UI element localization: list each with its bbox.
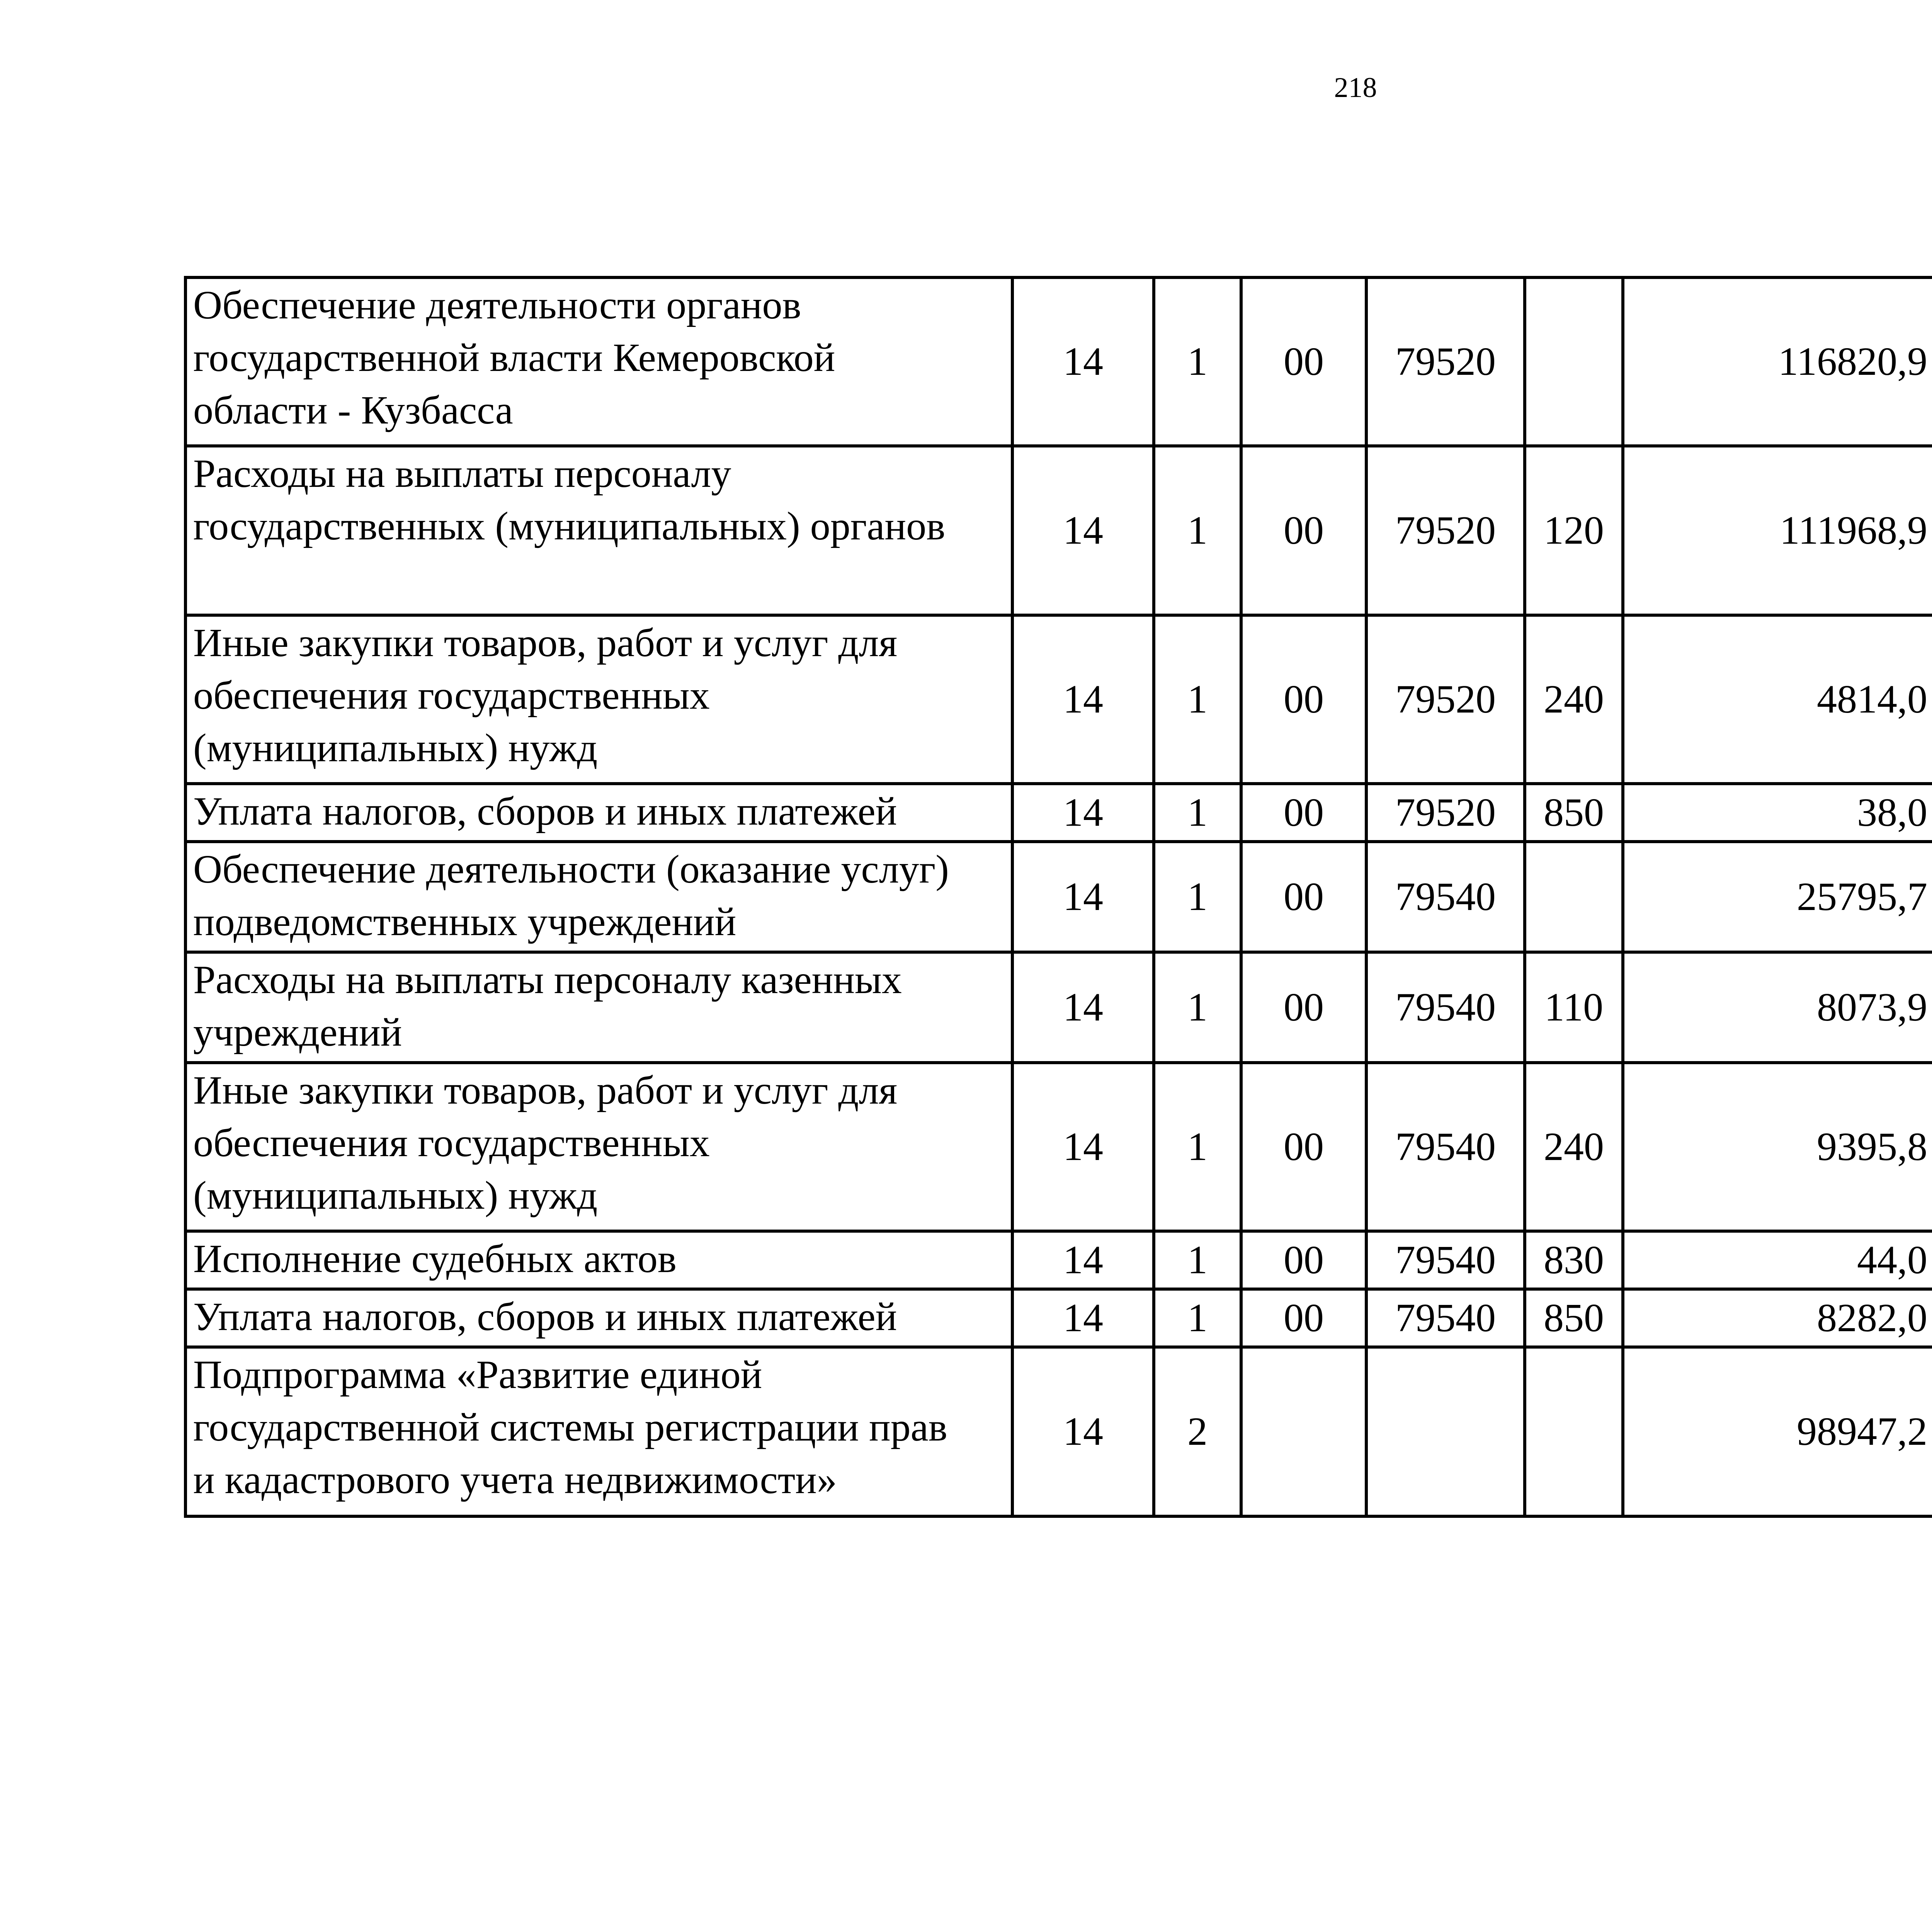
target-code-cell: 79540 xyxy=(1366,842,1525,952)
expense-name-line: подведомственных учреждений xyxy=(193,900,736,944)
expense-name-line: (муниципальных) нужд xyxy=(193,1173,598,1218)
expense-name-line: Уплата налогов, сборов и иных платежей xyxy=(193,789,897,833)
expense-name-cell xyxy=(185,615,1012,784)
subsection-code-cell: 1 xyxy=(1154,784,1241,842)
expense-name-line: Подпрограмма «Развитие единой xyxy=(193,1352,762,1397)
amount-year1-cell: 116820,9 xyxy=(1623,277,1932,446)
target-code-cell: 79520 xyxy=(1366,277,1525,446)
expense-name-cell xyxy=(185,1347,1012,1516)
section-code-cell: 14 xyxy=(1012,1063,1154,1231)
subsection-code-cell: 2 xyxy=(1154,1347,1241,1516)
page-number: 218 xyxy=(1334,72,1377,104)
table-row xyxy=(185,446,1932,615)
expense-type-cell: 850 xyxy=(1525,784,1623,842)
target-code-cell: 79520 xyxy=(1366,446,1525,615)
expense-type-cell: 240 xyxy=(1525,615,1623,784)
table-row xyxy=(185,1289,1932,1347)
subsection-code-cell: 1 xyxy=(1154,277,1241,446)
table-row xyxy=(185,784,1932,842)
amount-year1-cell: 98947,2 xyxy=(1623,1347,1932,1516)
expense-name-cell xyxy=(185,446,1012,615)
expense-type-cell xyxy=(1525,842,1623,952)
expense-type-cell: 240 xyxy=(1525,1063,1623,1231)
program-code-cell: 00 xyxy=(1241,1289,1366,1347)
expense-name-line: обеспечения государственных xyxy=(193,1121,710,1165)
target-code-cell: 79520 xyxy=(1366,784,1525,842)
table-row xyxy=(185,842,1932,952)
expense-name-cell xyxy=(185,277,1012,446)
subsection-code-cell: 1 xyxy=(1154,952,1241,1063)
amount-year1-cell: 8282,0 xyxy=(1623,1289,1932,1347)
expense-name-line: Уплата налогов, сборов и иных платежей xyxy=(193,1294,897,1339)
table-row xyxy=(185,1347,1932,1516)
expense-name-cell xyxy=(185,784,1012,842)
program-code-cell xyxy=(1241,1347,1366,1516)
expense-name-line: (муниципальных) нужд xyxy=(193,726,598,770)
section-code-cell: 14 xyxy=(1012,842,1154,952)
program-code-cell: 00 xyxy=(1241,842,1366,952)
amount-year1-cell: 9395,8 xyxy=(1623,1063,1932,1231)
expense-type-cell: 850 xyxy=(1525,1289,1623,1347)
expense-name-line: Исполнение судебных актов xyxy=(193,1237,677,1281)
program-code-cell: 00 xyxy=(1241,446,1366,615)
subsection-code-cell: 1 xyxy=(1154,1231,1241,1289)
subsection-code-cell: 1 xyxy=(1154,842,1241,952)
section-code-cell: 14 xyxy=(1012,1289,1154,1347)
expense-name-line: государственной власти Кемеровской xyxy=(193,335,835,380)
section-code-cell: 14 xyxy=(1012,784,1154,842)
expense-name-line: государственных (муниципальных) органов xyxy=(193,504,946,548)
expense-type-cell: 830 xyxy=(1525,1231,1623,1289)
expense-name-line: Иные закупки товаров, работ и услуг для xyxy=(193,1068,898,1112)
table-row xyxy=(185,615,1932,784)
subsection-code-cell: 1 xyxy=(1154,446,1241,615)
expense-name-line: Расходы на выплаты персоналу казенных xyxy=(193,958,902,1002)
section-code-cell: 14 xyxy=(1012,446,1154,615)
target-code-cell: 79540 xyxy=(1366,1063,1525,1231)
expense-name-line: Иные закупки товаров, работ и услуг для xyxy=(193,621,898,665)
program-code-cell: 00 xyxy=(1241,1063,1366,1231)
program-code-cell: 00 xyxy=(1241,952,1366,1063)
expense-type-cell: 110 xyxy=(1525,952,1623,1063)
program-code-cell: 00 xyxy=(1241,1231,1366,1289)
expense-name-cell xyxy=(185,1063,1012,1231)
section-code-cell: 14 xyxy=(1012,952,1154,1063)
amount-year1-cell: 4814,0 xyxy=(1623,615,1932,784)
expense-name-line: и кадастрового учета недвижимости» xyxy=(193,1458,837,1502)
program-code-cell: 00 xyxy=(1241,277,1366,446)
expense-type-cell xyxy=(1525,1347,1623,1516)
expense-name-line: области - Кузбасса xyxy=(193,388,513,432)
section-code-cell: 14 xyxy=(1012,615,1154,784)
amount-year1-cell: 44,0 xyxy=(1623,1231,1932,1289)
amount-year1-cell: 25795,7 xyxy=(1623,842,1932,952)
subsection-code-cell: 1 xyxy=(1154,1289,1241,1347)
expense-name-line: Расходы на выплаты персоналу xyxy=(193,451,731,496)
expense-name-line: Обеспечение деятельности (оказание услуг) xyxy=(193,847,949,891)
table-row xyxy=(185,952,1932,1063)
section-code-cell: 14 xyxy=(1012,1231,1154,1289)
expense-name-line xyxy=(193,553,1007,605)
target-code-cell: 79540 xyxy=(1366,1231,1525,1289)
program-code-cell: 00 xyxy=(1241,784,1366,842)
section-code-cell: 14 xyxy=(1012,277,1154,446)
expense-name-cell xyxy=(185,1231,1012,1289)
target-code-cell: 79520 xyxy=(1366,615,1525,784)
expense-name-cell xyxy=(185,842,1012,952)
expense-name-line: обеспечения государственных xyxy=(193,673,710,718)
expense-name-cell xyxy=(185,1289,1012,1347)
table-row xyxy=(185,277,1932,446)
target-code-cell xyxy=(1366,1347,1525,1516)
table-row xyxy=(185,1231,1932,1289)
expense-type-cell xyxy=(1525,277,1623,446)
expense-type-cell: 120 xyxy=(1525,446,1623,615)
subsection-code-cell: 1 xyxy=(1154,1063,1241,1231)
amount-year1-cell: 111968,9 xyxy=(1623,446,1932,615)
budget-table-body xyxy=(185,277,1932,1516)
target-code-cell: 79540 xyxy=(1366,952,1525,1063)
subsection-code-cell: 1 xyxy=(1154,615,1241,784)
section-code-cell: 14 xyxy=(1012,1347,1154,1516)
expense-name-line: Обеспечение деятельности органов xyxy=(193,283,801,327)
budget-table xyxy=(184,276,1932,1518)
table-row xyxy=(185,1063,1932,1231)
expense-name-cell xyxy=(185,952,1012,1063)
expense-name-line: учреждений xyxy=(193,1010,402,1055)
amount-year1-cell: 8073,9 xyxy=(1623,952,1932,1063)
amount-year1-cell: 38,0 xyxy=(1623,784,1932,842)
program-code-cell: 00 xyxy=(1241,615,1366,784)
expense-name-line: государственной системы регистрации прав xyxy=(193,1405,947,1449)
target-code-cell: 79540 xyxy=(1366,1289,1525,1347)
